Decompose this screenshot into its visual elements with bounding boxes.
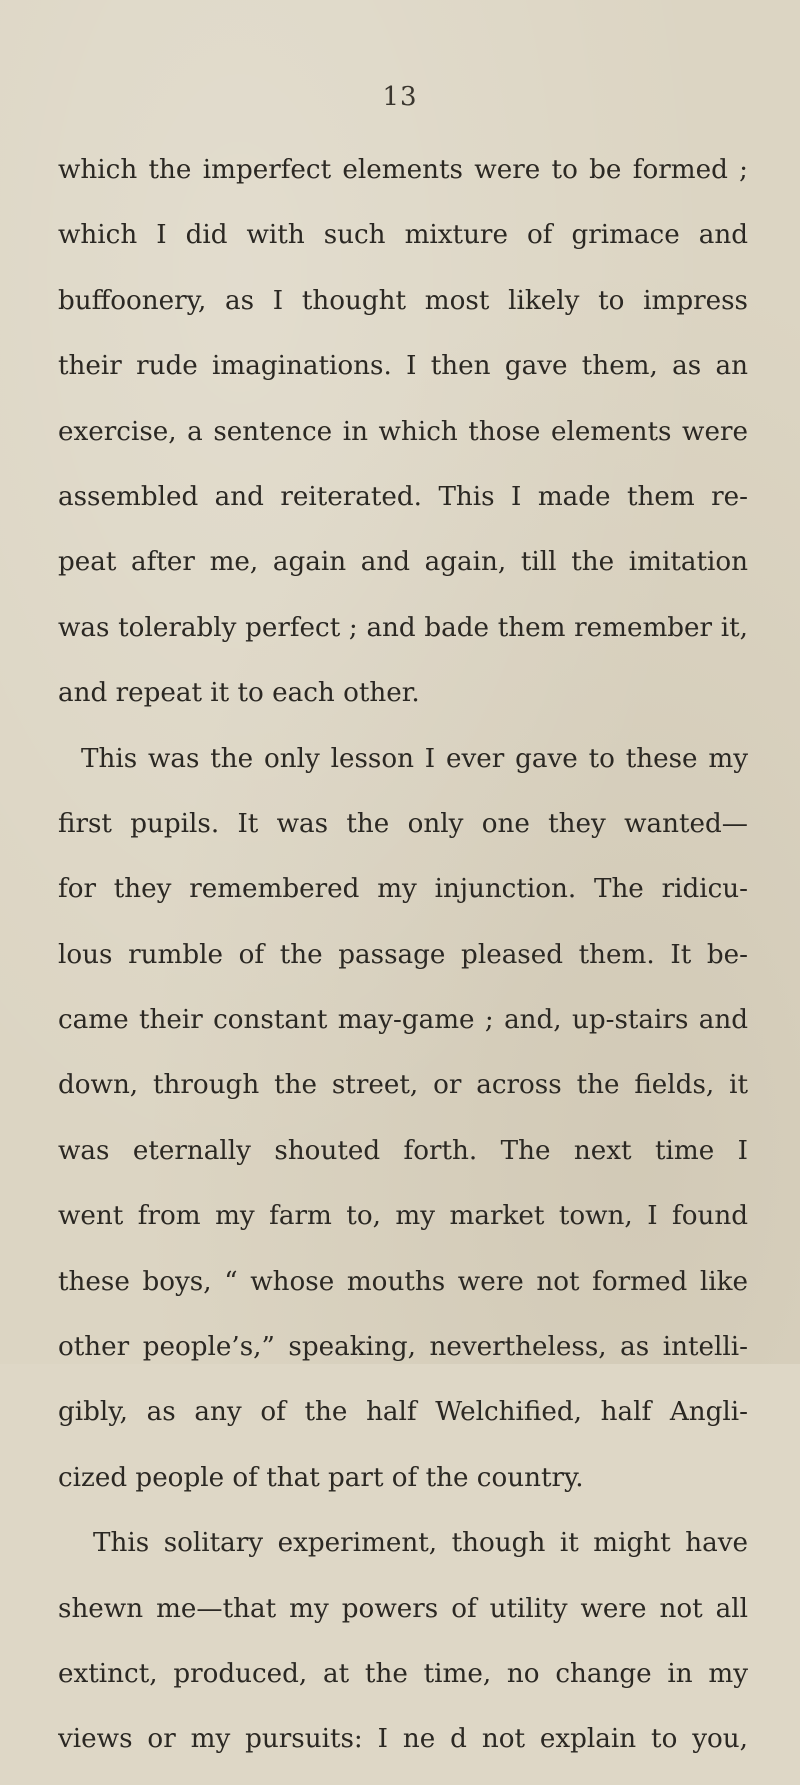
text-line: came their constant may-game ; and, up-stairs and: [58, 1005, 748, 1036]
text-line: was eternally shouted forth. The next time I: [58, 1135, 748, 1166]
text-line: gibly, as any of the half Welchified, half Angli-: [58, 1397, 748, 1428]
text-line: buffoonery, as I thought most likely to impress: [58, 285, 748, 316]
text-line: and repeat it to each other.: [58, 678, 420, 709]
text-line: down, through the street, or across the fields, it: [58, 1070, 748, 1101]
text-line: was tolerably perfect ; and bade them remember it,: [58, 612, 748, 643]
text-line: these boys, “ whose mouths were not formed like: [58, 1266, 748, 1297]
text-line: peat after me, again and again, till the imitation: [58, 547, 748, 578]
text-line: exercise, a sentence in which those elements were: [58, 416, 748, 447]
body-text: [58, 150, 748, 1785]
text-line: This solitary experiment, though it might have: [93, 1528, 748, 1559]
text-line: which I did with such mixture of grimace and: [58, 220, 748, 251]
text-line: which the imperfect elements were to be formed ;: [58, 155, 748, 185]
text-line: assembled and reiterated. This I made them re-: [58, 481, 748, 512]
text-line: shewn me—that my powers of utility were not all: [58, 1593, 748, 1624]
text-line: cized people of that part of the country.: [58, 1462, 584, 1493]
text-line: their rude imaginations. I then gave them, as an: [58, 351, 748, 382]
text-line: extinct, produced, at the time, no change in my: [58, 1658, 748, 1689]
text-line: lous rumble of the passage pleased them. It be-: [58, 939, 748, 970]
page-number: 13: [382, 82, 418, 112]
text-line: views or my pursuits: I ne d not explain to you,: [58, 1724, 748, 1755]
text-line: other people’s,” speaking, nevertheless, as intelli-: [58, 1332, 748, 1363]
text-line: for they remembered my injunction. The ridicu-: [58, 874, 748, 905]
text-line: first pupils. It was the only one they wanted—: [58, 808, 748, 839]
text-line: This was the only lesson I ever gave to these my: [81, 743, 748, 774]
text-line: went from my farm to, my market town, I found: [58, 1201, 748, 1232]
